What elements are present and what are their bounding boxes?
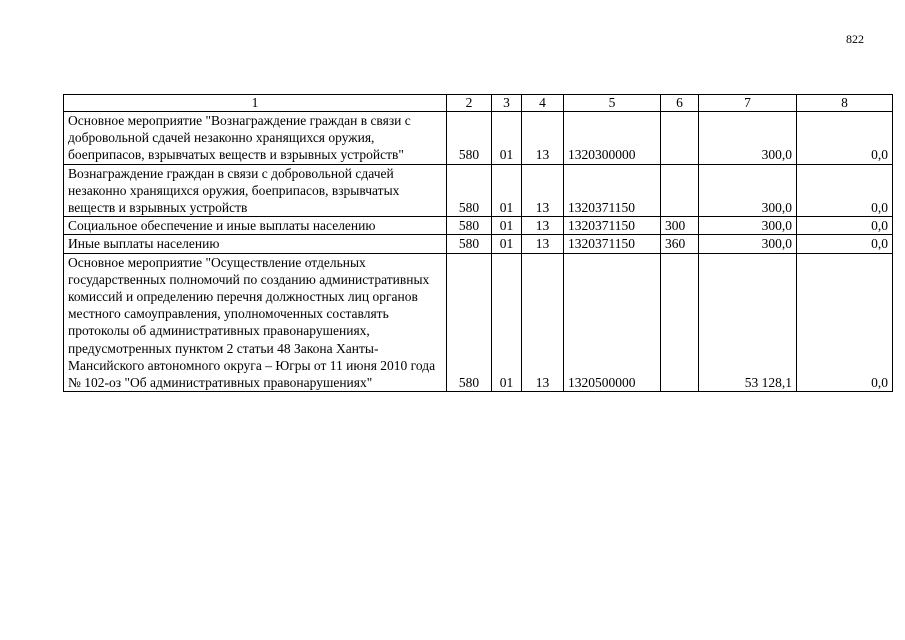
column-header: 2 [447, 95, 492, 112]
column-header: 7 [699, 95, 797, 112]
cell-subsection: 13 [522, 253, 564, 392]
cell-amount-2: 0,0 [797, 253, 893, 392]
cell-chapter: 580 [447, 164, 492, 217]
column-header: 1 [64, 95, 447, 112]
table-row [64, 217, 893, 235]
cell-amount-2: 0,0 [797, 235, 893, 253]
budget-table [63, 94, 893, 392]
cell-amount: 300,0 [699, 217, 797, 235]
cell-section: 01 [492, 112, 522, 165]
cell-target-code: 1320300000 [564, 112, 661, 165]
cell-chapter: 580 [447, 112, 492, 165]
table-row [64, 112, 893, 165]
cell-expense-type [661, 112, 699, 165]
cell-chapter: 580 [447, 253, 492, 392]
cell-subsection: 13 [522, 112, 564, 165]
page-number: 822 [846, 32, 864, 46]
cell-section: 01 [492, 164, 522, 217]
cell-target-code: 1320500000 [564, 253, 661, 392]
column-header: 5 [564, 95, 661, 112]
row-name: Основное мероприятие "Вознаграждение граждан в связи с добровольной сдачей незаконно хранящихся оружия, боеприпасов, взрывчатых веществ и взрывных устройств" [64, 112, 447, 165]
cell-chapter: 580 [447, 235, 492, 253]
column-header: 8 [797, 95, 893, 112]
cell-section: 01 [492, 253, 522, 392]
cell-expense-type [661, 164, 699, 217]
cell-section: 01 [492, 217, 522, 235]
header-row [64, 95, 893, 112]
cell-amount: 300,0 [699, 112, 797, 165]
row-name: Иные выплаты населению [64, 235, 447, 253]
cell-expense-type: 360 [661, 235, 699, 253]
cell-target-code: 1320371150 [564, 217, 661, 235]
cell-subsection: 13 [522, 235, 564, 253]
cell-target-code: 1320371150 [564, 235, 661, 253]
cell-subsection: 13 [522, 217, 564, 235]
table-row [64, 235, 893, 253]
column-header: 3 [492, 95, 522, 112]
table-row [64, 253, 893, 392]
cell-expense-type: 300 [661, 217, 699, 235]
cell-chapter: 580 [447, 217, 492, 235]
cell-amount: 300,0 [699, 164, 797, 217]
column-header: 6 [661, 95, 699, 112]
table-row [64, 164, 893, 217]
cell-amount: 53 128,1 [699, 253, 797, 392]
cell-target-code: 1320371150 [564, 164, 661, 217]
cell-amount-2: 0,0 [797, 164, 893, 217]
row-name: Вознаграждение граждан в связи с добровольной сдачей незаконно хранящихся оружия, боеприпасов, взрывчатых веществ и взрывных устройств [64, 164, 447, 217]
column-header: 4 [522, 95, 564, 112]
cell-amount-2: 0,0 [797, 112, 893, 165]
cell-section: 01 [492, 235, 522, 253]
cell-amount: 300,0 [699, 235, 797, 253]
cell-subsection: 13 [522, 164, 564, 217]
cell-expense-type [661, 253, 699, 392]
row-name: Социальное обеспечение и иные выплаты населению [64, 217, 447, 235]
row-name: Основное мероприятие "Осуществление отдельных государственных полномочий по созданию административных комиссий и определению перечня должностных лиц органов местного самоуправления, уполномоченных составлять протоколы об административных правонарушениях, предусмотренных пунктом 2 статьи 48 Закона Ханты-Мансийского автономного округа – Югры от 11 июня 2010 года № 102-оз "Об административных правонарушениях" [64, 253, 447, 392]
cell-amount-2: 0,0 [797, 217, 893, 235]
